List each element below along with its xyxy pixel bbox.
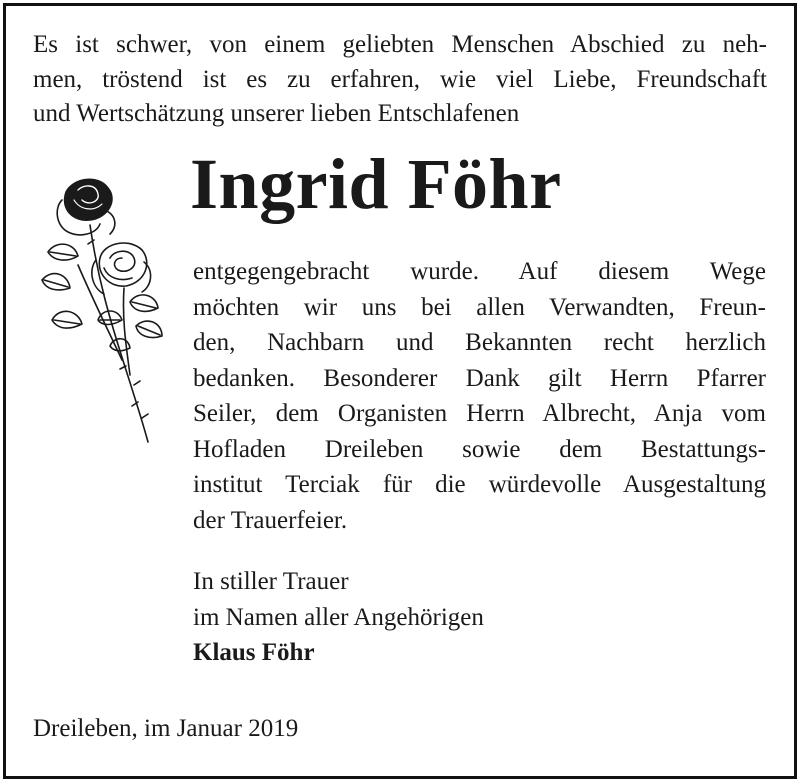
signature-line: im Namen aller Angehörigen xyxy=(193,603,484,631)
intro-line: und Wertschätzung unserer lieben Entschlafenen xyxy=(33,100,520,127)
body-line: bedanken. Besonderer Dank gilt Herrn Pfarrer xyxy=(193,364,766,392)
body-line: Hofladen Dreileben sowie dem Bestattungs- xyxy=(193,435,766,463)
signature-block xyxy=(193,564,484,671)
body-line: der Trauerfeier. xyxy=(193,506,348,534)
rose-icon xyxy=(38,170,166,450)
intro-paragraph xyxy=(33,28,767,132)
deceased-name: Ingrid Föhr xyxy=(190,144,562,224)
body-line: institut Terciak für die würdevolle Ausgestaltung xyxy=(193,471,766,498)
body-line: entgegengebracht wurde. Auf diesem Wege xyxy=(193,258,766,285)
signer-name: Klaus Föhr xyxy=(193,639,315,666)
body-line: möchten wir uns bei allen Verwandten, Freun- xyxy=(193,293,766,321)
intro-line: men, tröstend ist es zu erfahren, wie viel Liebe, Freundschaft xyxy=(33,65,767,93)
signature-line: In stiller Trauer xyxy=(193,568,349,595)
body-paragraph xyxy=(193,254,766,538)
intro-line: Es ist schwer, von einem geliebten Menschen Abschied zu neh- xyxy=(33,31,767,58)
body-line: Seiler, dem Organisten Herrn Albrecht, Anja vom xyxy=(193,400,766,427)
place-date: Dreileben, im Januar 2019 xyxy=(33,715,299,742)
body-line: den, Nachbarn und Bekannten recht herzlich xyxy=(193,329,766,356)
